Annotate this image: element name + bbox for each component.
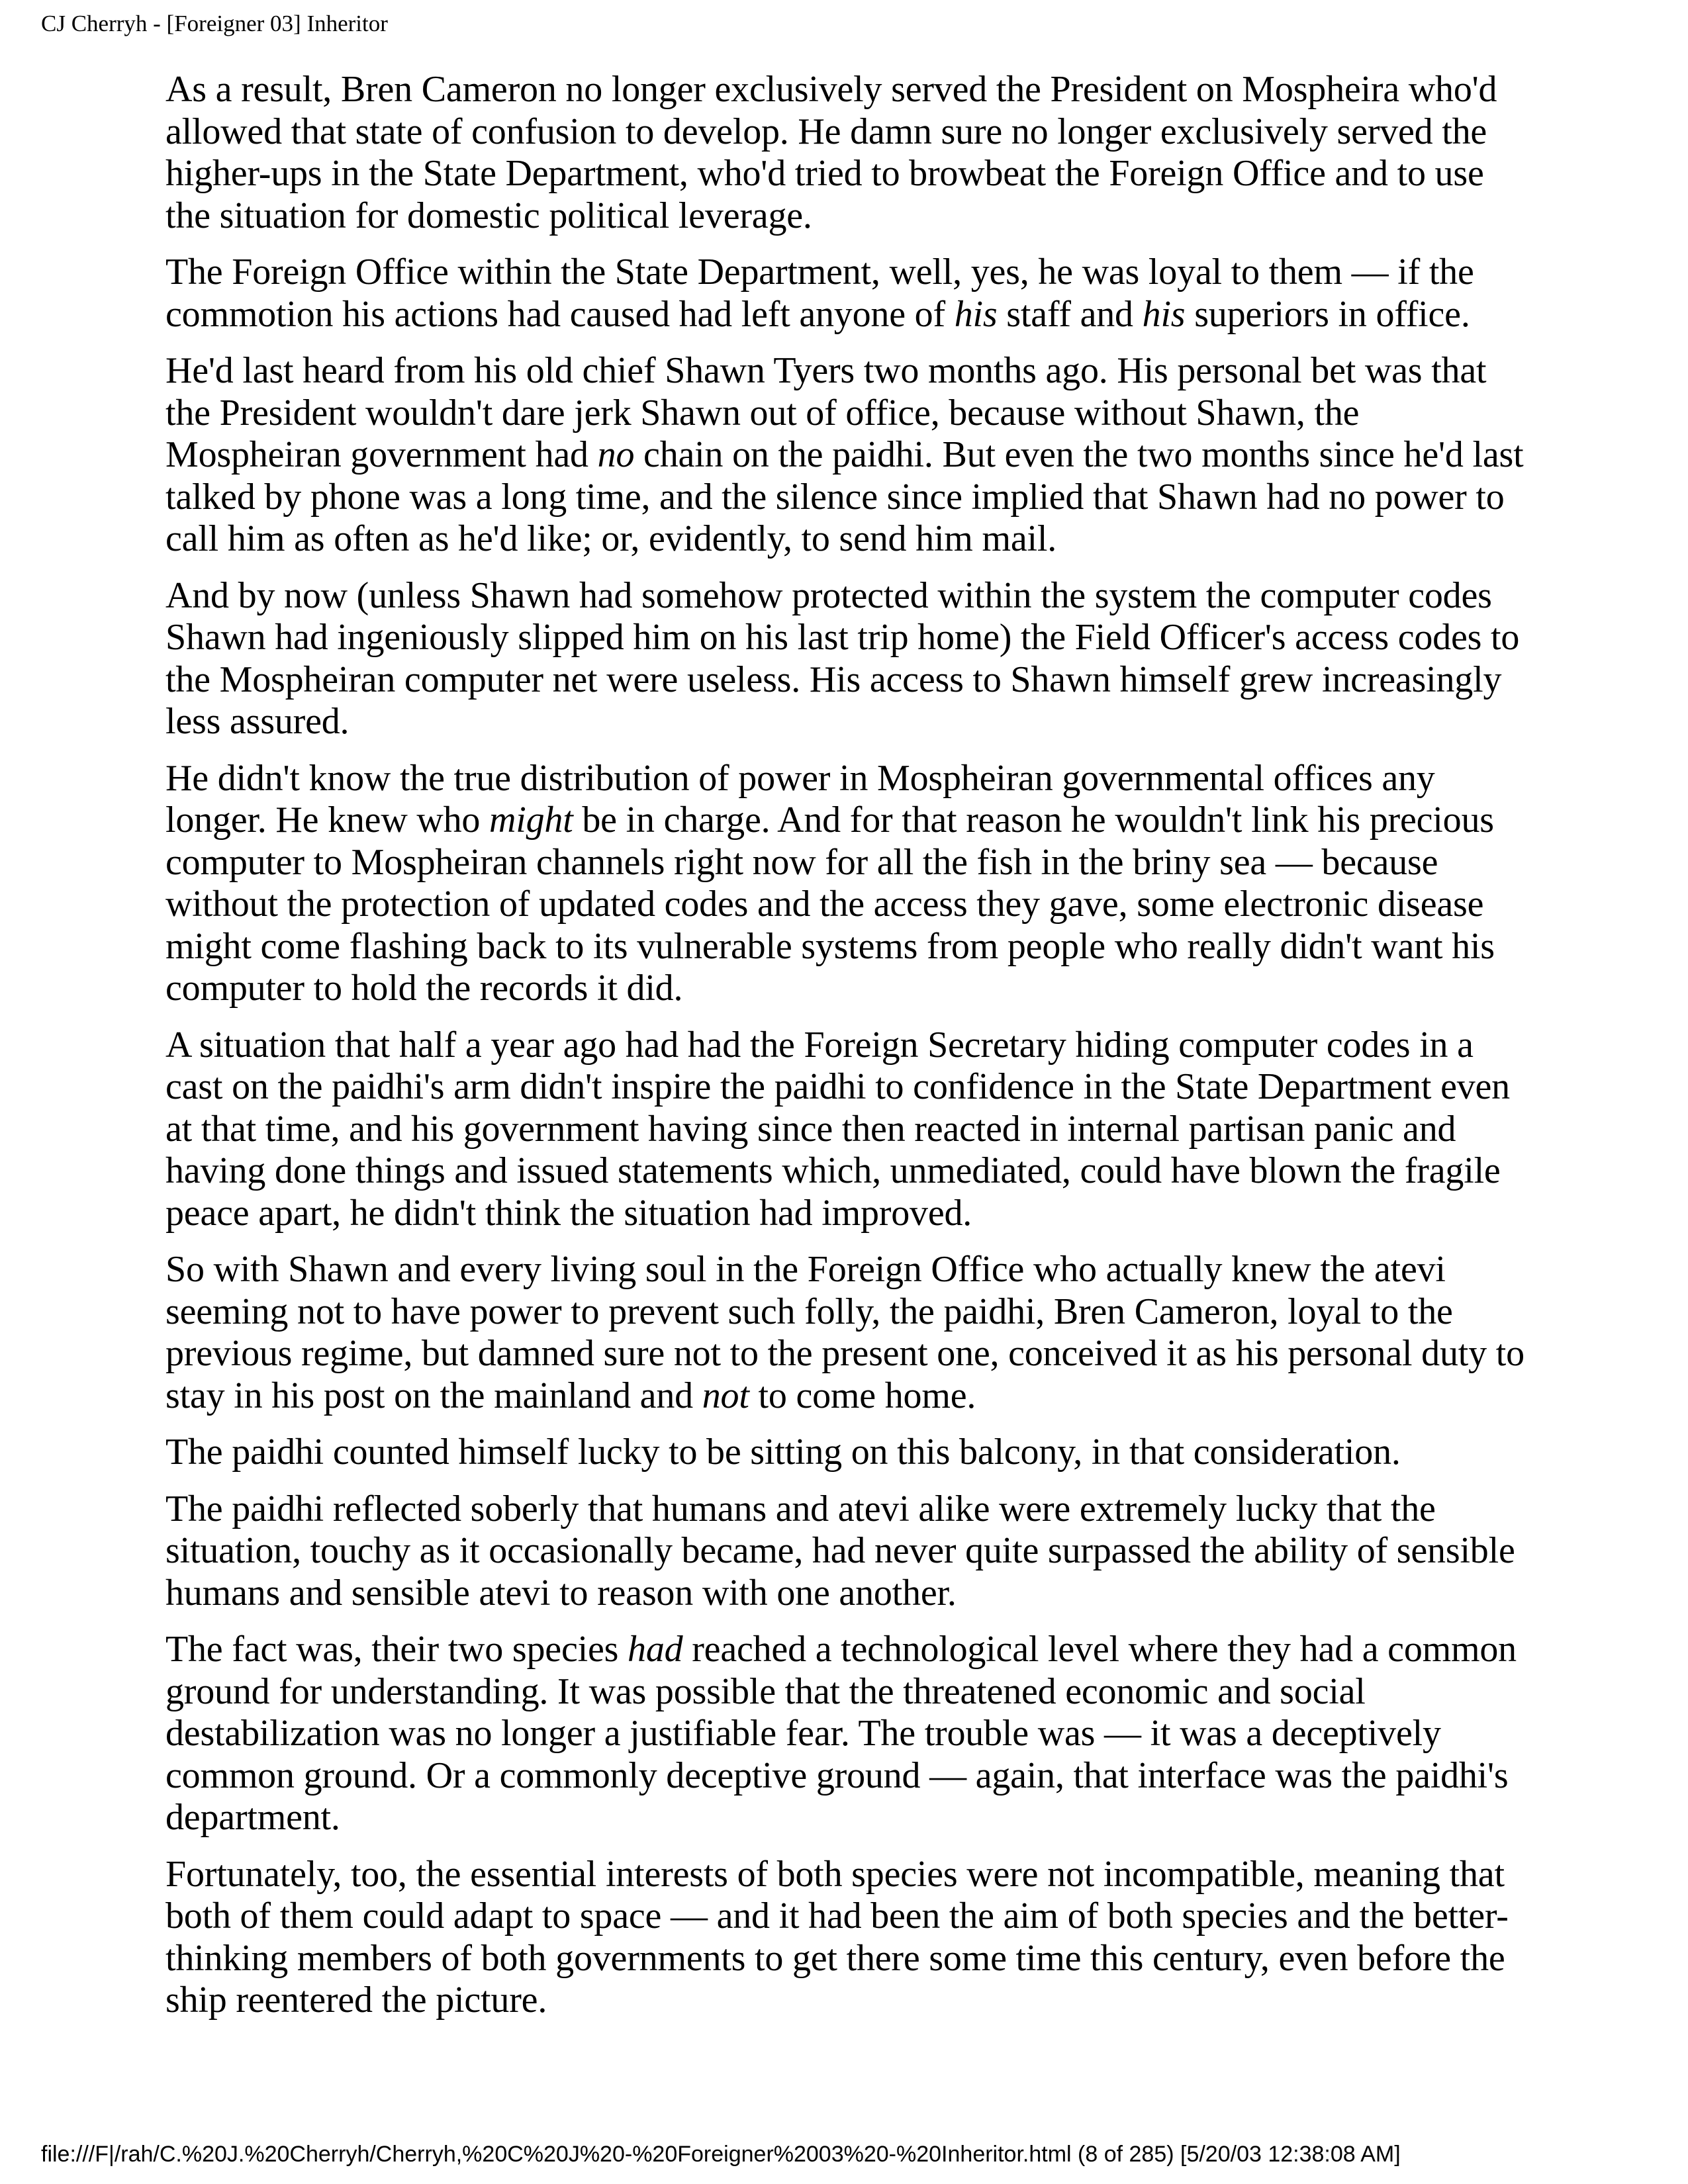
paragraph-text: be in charge. And for that reason he wouldn't link his precious computer to Mospheiran channels right now for all the fish in the briny sea — because without the protection of updated codes and the access they gave, some electronic disease might come flashing back to its vulnerable systems from people who really didn't want his computer to hold the records it did. — [165, 799, 1495, 1009]
body-paragraph — [165, 1249, 1529, 1417]
paragraph-text: So with Shawn and every living soul in the Foreign Office who actually knew the atevi seeming not to have power to prevent such folly, the paidhi, Bren Cameron, loyal to the previous regime, but damned sure not to the present one, conceived it as his personal duty to stay in his post on the mainland and — [165, 1249, 1524, 1416]
body-paragraph — [165, 1024, 1529, 1235]
body-paragraph — [165, 1488, 1529, 1615]
italic-text: not — [702, 1375, 749, 1416]
body-paragraph — [165, 69, 1529, 237]
body-paragraph — [165, 1432, 1529, 1474]
body-paragraph — [165, 1629, 1529, 1839]
paragraph-text: As a result, Bren Cameron no longer exclusively served the President on Mospheira who'd allowed that state of confusion to develop. He damn sure no longer exclusively served the higher-ups in the State Department, who'd tried to browbeat the Foreign Office and to use the situation for domestic political leverage. — [165, 69, 1497, 236]
italic-text: had — [628, 1629, 683, 1670]
paragraph-text: to come home. — [749, 1375, 976, 1416]
italic-text: his — [954, 293, 998, 335]
body-paragraph — [165, 575, 1529, 743]
body-paragraph — [165, 251, 1529, 336]
paragraph-text: The fact was, their two species — [165, 1629, 628, 1670]
paragraph-text: A situation that half a year ago had had the Foreign Secretary hiding computer codes in a cast on the paidhi's arm didn't inspire the paidhi to confidence in the State Department even at that time, and his government having since then reacted in internal partisan panic and having done things and issued statements which, unmediated, could have blown the fragile peace apart, he didn't think the situation had improved. — [165, 1024, 1510, 1234]
body-paragraph — [165, 350, 1529, 561]
paragraph-text: The paidhi counted himself lucky to be sitting on this balcony, in that consideration. — [165, 1432, 1401, 1473]
paragraph-text: chain on the paidhi. But even the two months since he'd last talked by phone was a long time, and the silence since implied that Shawn had no power to call him as often as he'd like; or, evidently, to send him mail. — [165, 434, 1524, 559]
paragraph-text: And by now (unless Shawn had somehow protected within the system the computer codes Shawn had ingeniously slipped him on his last trip home) the Field Officer's access codes to the Mospheiran computer net were useless. His access to Shawn himself grew increasingly less assured. — [165, 574, 1520, 742]
paragraph-text: He didn't know the true distribution of power in Mospheiran governmental offices any longer. He knew who — [165, 757, 1435, 841]
paragraph-text: superiors in office. — [1185, 293, 1470, 335]
document-body — [165, 69, 1529, 2036]
paragraph-text: staff and — [997, 293, 1143, 335]
paragraph-text: reached a technological level where they had a common ground for understanding. It was possible that the threatened economic and social destabilization was no longer a justifiable fear. The trouble was — it was a deceptively common ground. Or a commonly deceptive ground — again, that interface was the paidhi's department. — [165, 1629, 1517, 1838]
italic-text: no — [597, 434, 635, 475]
paragraph-text: The Foreign Office within the State Department, well, yes, he was loyal to them — if the commotion his actions had caused had left anyone of — [165, 251, 1474, 335]
paragraph-text: The paidhi reflected soberly that humans and atevi alike were extremely lucky that the situation, touchy as it occasionally became, had never quite surpassed the ability of sensible humans and sensible atevi to reason with one another. — [165, 1488, 1515, 1614]
italic-text: might — [489, 799, 573, 841]
body-paragraph — [165, 1854, 1529, 2022]
page-header-title: CJ Cherryh - [Foreigner 03] Inheritor — [41, 11, 388, 36]
body-paragraph — [165, 758, 1529, 1010]
paragraph-text: Fortunately, too, the essential interests of both species were not incompatible, meaning that both of them could adapt to space — and it had been the aim of both species and the better-thinking members of both governments to get there some time this century, even before the ship reentered the picture. — [165, 1853, 1509, 2021]
page-footer-path: file:///F|/rah/C.%20J.%20Cherryh/Cherryh,%20C%20J%20-%20Foreigner%2003%20-%20Inheritor.html (8 of 285) [5/20/03 12:38:08 AM] — [41, 2142, 1401, 2167]
paragraph-text: He'd last heard from his old chief Shawn Tyers two months ago. His personal bet was that the President wouldn't dare jerk Shawn out of office, because without Shawn, the Mospheiran government had — [165, 350, 1487, 475]
italic-text: his — [1142, 293, 1186, 335]
